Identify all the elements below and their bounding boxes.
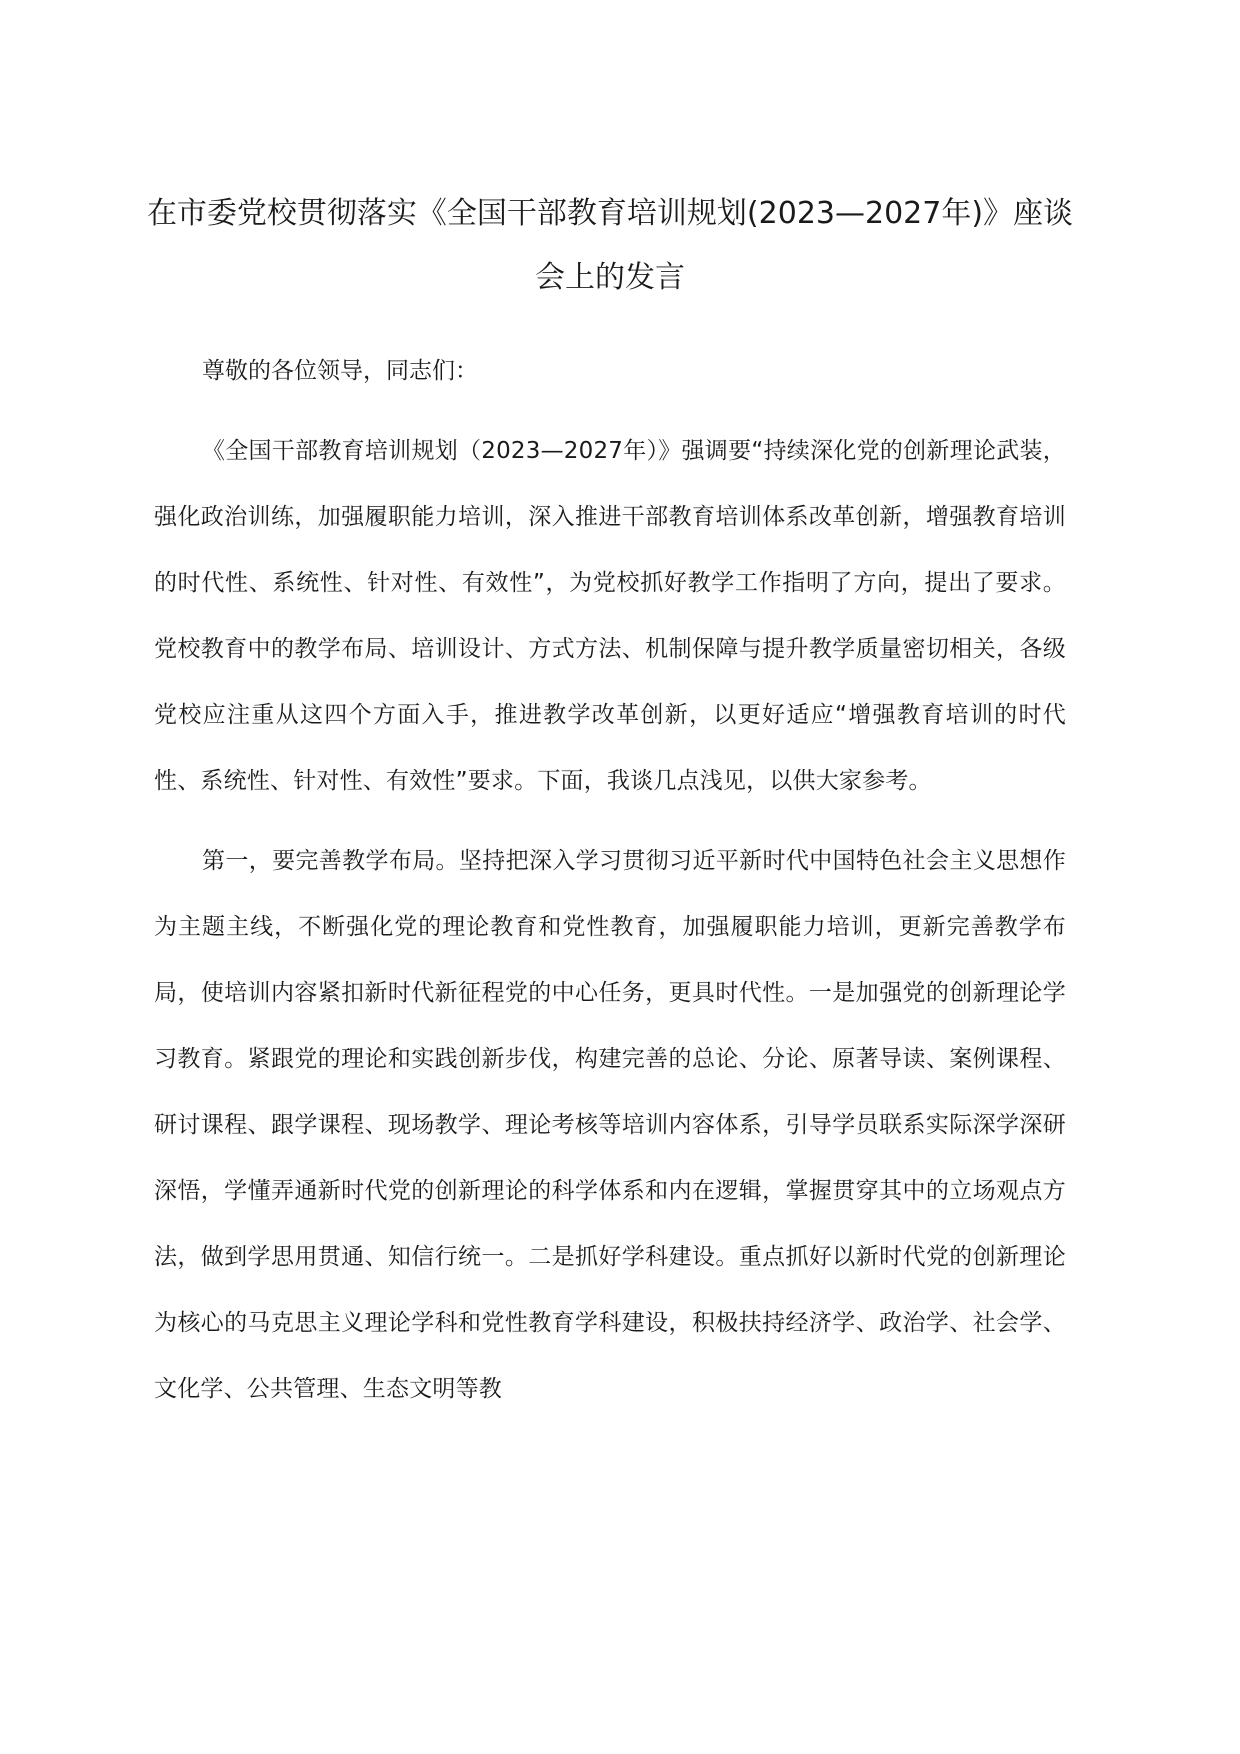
paragraph-intro: 《全国干部教育培训规划（2023—2027年）》强调要“持续深化党的创新理论武装，强化政治训练，加强履职能力培训，深入推进干部教育培训体系改革创新，增强教育培训的时代性、系统性、针对性、有效性”，为党校抓好教学工作指明了方向，提出了要求。党校教育中的教学布局、培训设计、方式方法、机制保障与提升教学质量密切相关，各级党校应注重从这四个方面入手，推进教学改革创新，以更好适应“增强教育培训的时代性、系统性、针对性、有效性”要求。下面，我谈几点浅见，以供大家参考。 (154, 438, 1066, 794)
paragraph-first-point: 第一，要完善教学布局。坚持把深入学习贯彻习近平新时代中国特色社会主义思想作为主题主线，不断强化党的理论教育和党性教育，加强履职能力培训，更新完善教学布局，使培训内容紧扣新时代新征程党的中心任务，更具时代性。一是加强党的创新理论学习教育。紧跟党的理论和实践创新步伐，构建完善的总论、分论、原著导读、案例课程、研讨课程、跟学课程、现场教学、理论考核等培训内容体系，引导学员联系实际深学深研深悟，学懂弄通新时代党的创新理论的科学体系和内在逻辑，掌握贯穿其中的立场观点方法，做到学思用贯通、知信行统一。二是抓好学科建设。重点抓好以新时代党的创新理论为核心的马克思主义理论学科和党性教育学科建设，积极扶持经济学、政治学、社会学、文化学、公共管理、生态文明等教 (154, 848, 1066, 1402)
salutation: 尊敬的各位领导，同志们： (202, 358, 478, 384)
document-page (146, 182, 1074, 1422)
document-title: 在市委党校贯彻落实《全国干部教育培训规划(2023—2027年)》座谈会上的发言 (146, 196, 1074, 295)
